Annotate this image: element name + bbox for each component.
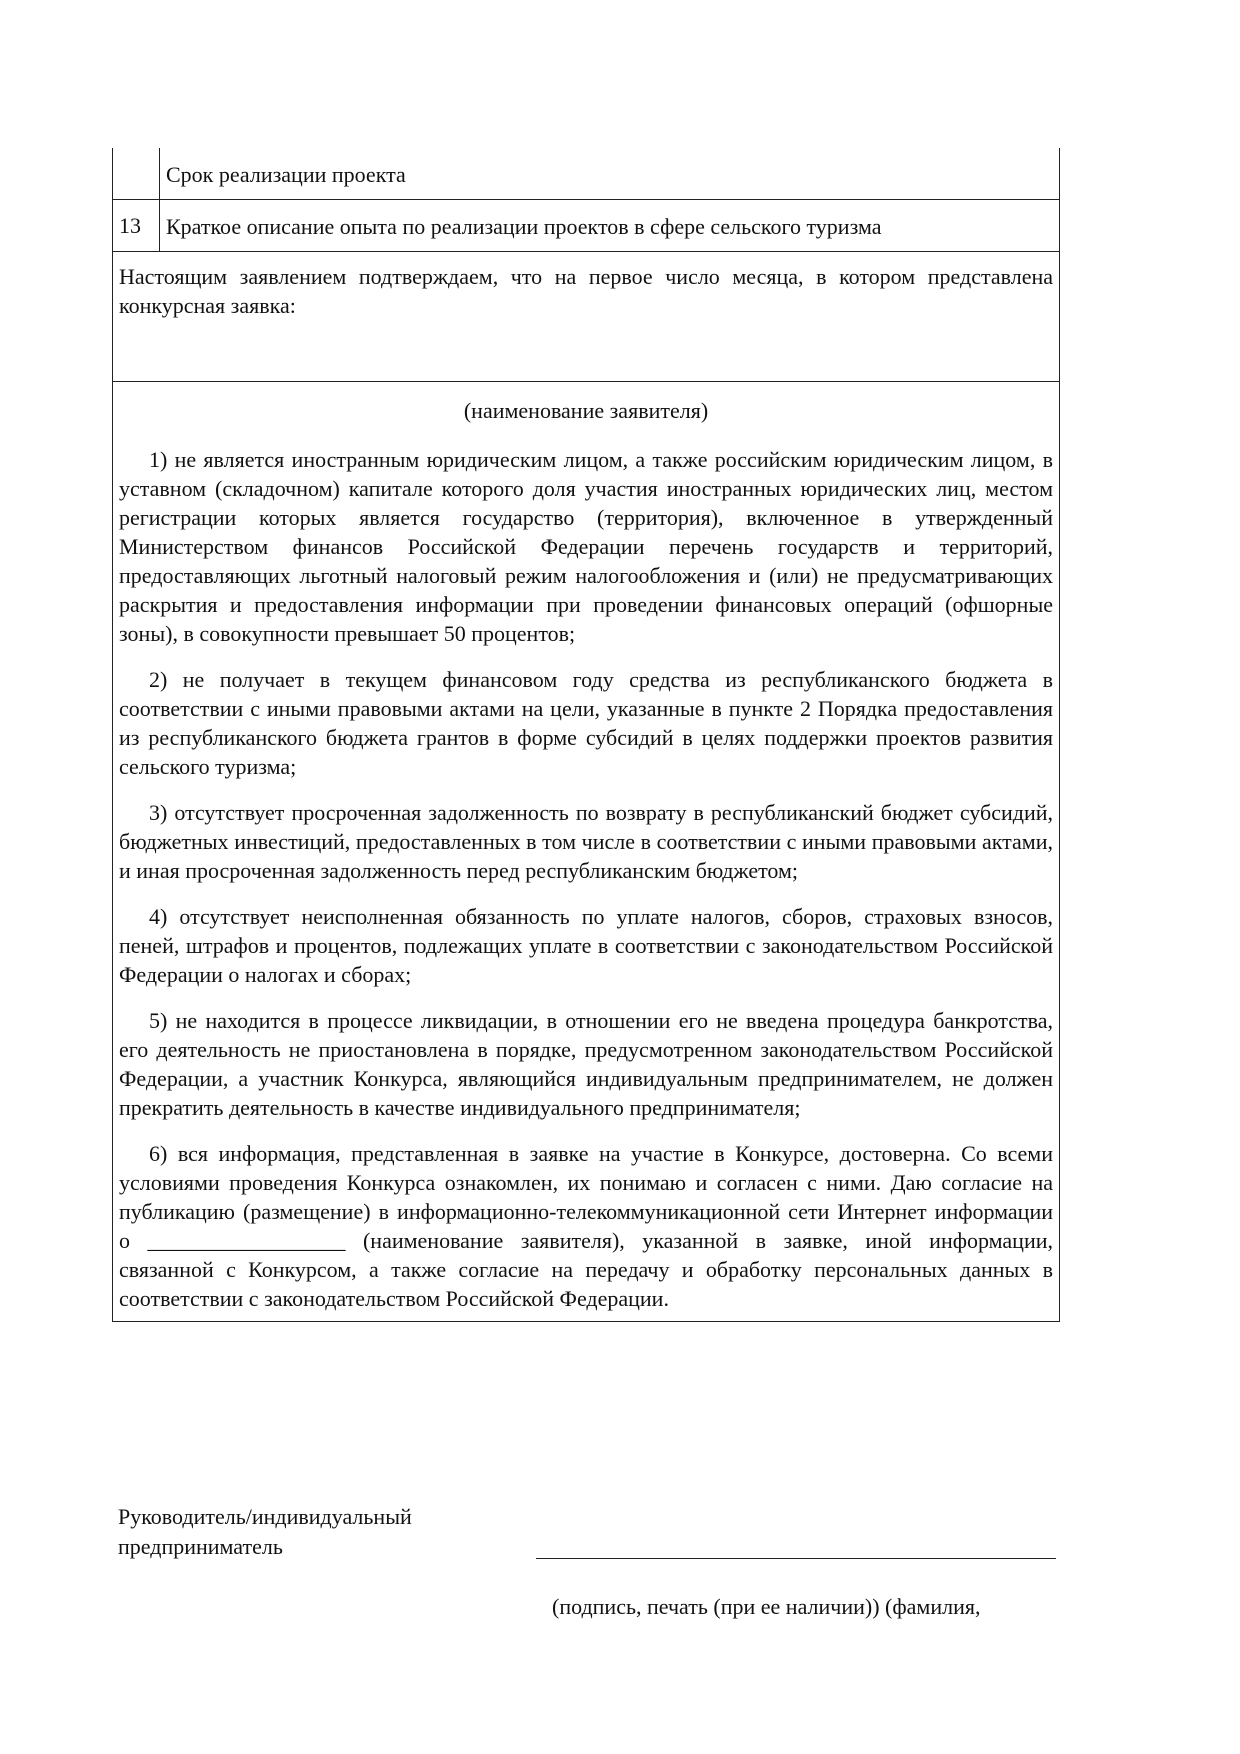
declaration-item: 6) вся информация, представленная в заявке на участие в Конкурсе, достоверна. Со всеми условиями проведения Конкурса ознакомлен, их понимаю и согласен с ними. Даю согласие на публикацию (размещение) в информационно-телекоммуникационной сети Интернет информации о __________________ (наименование заявителя), указанной в заявке, иной информации, связанной с Конкурсом, а также согласие на передачу и обработку персональных данных в соответствии с законодательством Российской Федерации.: [119, 1141, 1053, 1311]
row-number-cell: [113, 148, 160, 199]
applicant-name-caption: (наименование заявителя): [463, 398, 709, 423]
declaration-item: 1) не является иностранным юридическим лицом, а также российским юридическим лицом, в уставном (складочном) капитале которого доля участия иностранных юридических лиц, местом регистрации которых является государство (территория), включенное в утвержденный Министерством финансов Российской Федерации перечень государств и территорий, предоставляющих льготный налоговый режим налогообложения и (или) не предусматривающих раскрытия и предоставления информации при проведении финансовых операций (офшорные зоны), в совокупности превышает 50 процентов;: [119, 447, 1053, 646]
declaration-item: 5) не находится в процессе ликвидации, в отношении его не введена процедура банкротства, его деятельность не приостановлена в порядке, предусмотренном законодательством Российской Федерации, а участник Конкурса, являющийся индивидуальным предпринимателем, не должен прекратить деятельность в качестве индивидуального предпринимателя;: [119, 1008, 1053, 1120]
table-row-experience: [112, 200, 1060, 252]
signature-line: [536, 1558, 1056, 1559]
confirmation-statement: Настоящим заявлением подтверждаем, что на первое число месяца, в котором представлена конкурсная заявка:: [112, 252, 1060, 382]
row-number-cell: 13: [113, 200, 160, 251]
row-text-cell: Краткое описание опыта по реализации проектов в сфере сельского туризма: [166, 214, 882, 239]
declaration-block: [112, 382, 1060, 1322]
application-form-table: [112, 148, 1060, 1322]
row-text-cell: Срок реализации проекта: [166, 162, 406, 187]
signature-caption: (подпись, печать (при ее наличии)) (фамилия,: [552, 1594, 981, 1619]
signatory-role-line1: Руководитель/индивидуальный: [118, 1504, 412, 1529]
signatory-role: [118, 1502, 412, 1562]
signatory-role-line2: предприниматель: [118, 1534, 283, 1559]
declaration-item: 4) отсутствует неисполненная обязанность по уплате налогов, сборов, страховых взносов, пеней, штрафов и процентов, подлежащих уплате в соответствии с законодательством Российской Федерации о налогах и сборах;: [119, 904, 1053, 987]
declaration-item: 2) не получает в текущем финансовом году средства из республиканского бюджета в соответствии с иными правовыми актами на цели, указанные в пункте 2 Порядка предоставления из республиканского бюджета грантов в форме субсидий в целях поддержки проектов развития сельского туризма;: [119, 667, 1053, 779]
declaration-item: 3) отсутствует просроченная задолженность по возврату в республиканский бюджет субсидий, бюджетных инвестиций, предоставленных в том числе в соответствии с иными правовыми актами, и иная просроченная задолженность перед республиканским бюджетом;: [119, 800, 1053, 883]
table-row-project-period: [112, 148, 1060, 200]
